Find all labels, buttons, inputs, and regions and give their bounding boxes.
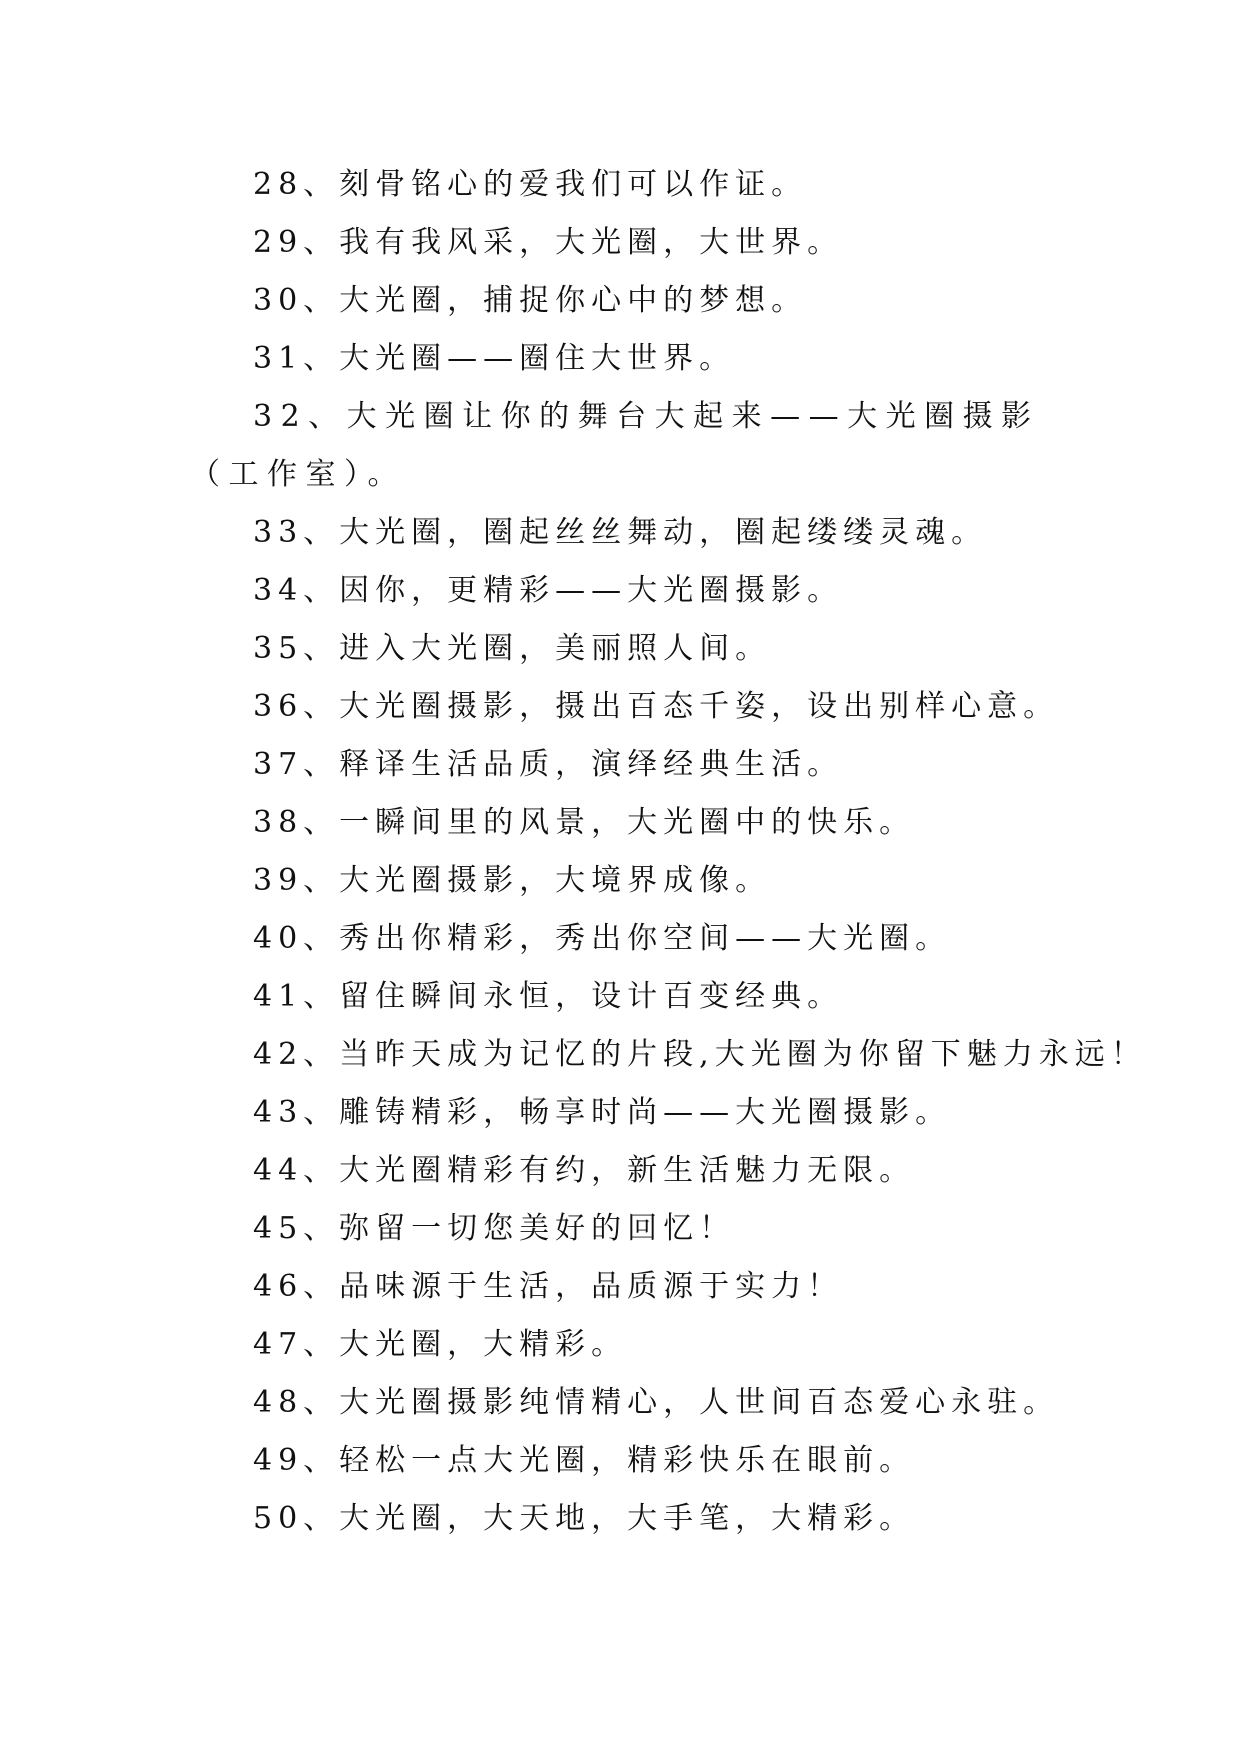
list-item: 49、轻松一点大光圈，精彩快乐在眼前。 <box>253 1443 916 1478</box>
list-item: 48、大光圈摄影纯情精心，人世间百态爱心永驻。 <box>253 1385 1060 1420</box>
list-item: 42、当昨天成为记忆的片段,大光圈为你留下魅力永远！ <box>253 1037 1147 1072</box>
list-item: 47、大光圈，大精彩。 <box>253 1327 628 1362</box>
list-item: 44、大光圈精彩有约，新生活魅力无限。 <box>253 1153 916 1188</box>
list-item: 50、大光圈，大天地，大手笔，大精彩。 <box>253 1501 916 1536</box>
list-item: 39、大光圈摄影，大境界成像。 <box>253 863 772 898</box>
slogan-list <box>190 156 1147 1548</box>
list-item: 29、我有我风采，大光圈，大世界。 <box>253 225 844 260</box>
list-item: 32、大光圈让你的舞台大起来——大光圈摄影（工作室）。 <box>190 399 1040 492</box>
list-item: 45、弥留一切您美好的回忆！ <box>253 1211 736 1246</box>
list-item: 37、释译生活品质，演绎经典生活。 <box>253 747 844 782</box>
list-item: 40、秀出你精彩，秀出你空间——大光圈。 <box>253 921 952 956</box>
list-item: 38、一瞬间里的风景，大光圈中的快乐。 <box>253 805 916 840</box>
list-item: 31、大光圈——圈住大世界。 <box>253 341 736 376</box>
list-item: 28、刻骨铭心的爱我们可以作证。 <box>253 167 808 202</box>
list-item: 35、进入大光圈，美丽照人间。 <box>253 631 772 666</box>
list-item: 41、留住瞬间永恒，设计百变经典。 <box>253 979 844 1014</box>
list-item: 34、因你，更精彩——大光圈摄影。 <box>253 573 844 608</box>
list-item: 43、雕铸精彩，畅享时尚——大光圈摄影。 <box>253 1095 952 1130</box>
list-item: 30、大光圈，捕捉你心中的梦想。 <box>253 283 808 318</box>
list-item: 46、品味源于生活，品质源于实力！ <box>253 1269 844 1304</box>
list-item: 36、大光圈摄影，摄出百态千姿，设出别样心意。 <box>253 689 1060 724</box>
list-item: 33、大光圈，圈起丝丝舞动，圈起缕缕灵魂。 <box>253 515 988 550</box>
